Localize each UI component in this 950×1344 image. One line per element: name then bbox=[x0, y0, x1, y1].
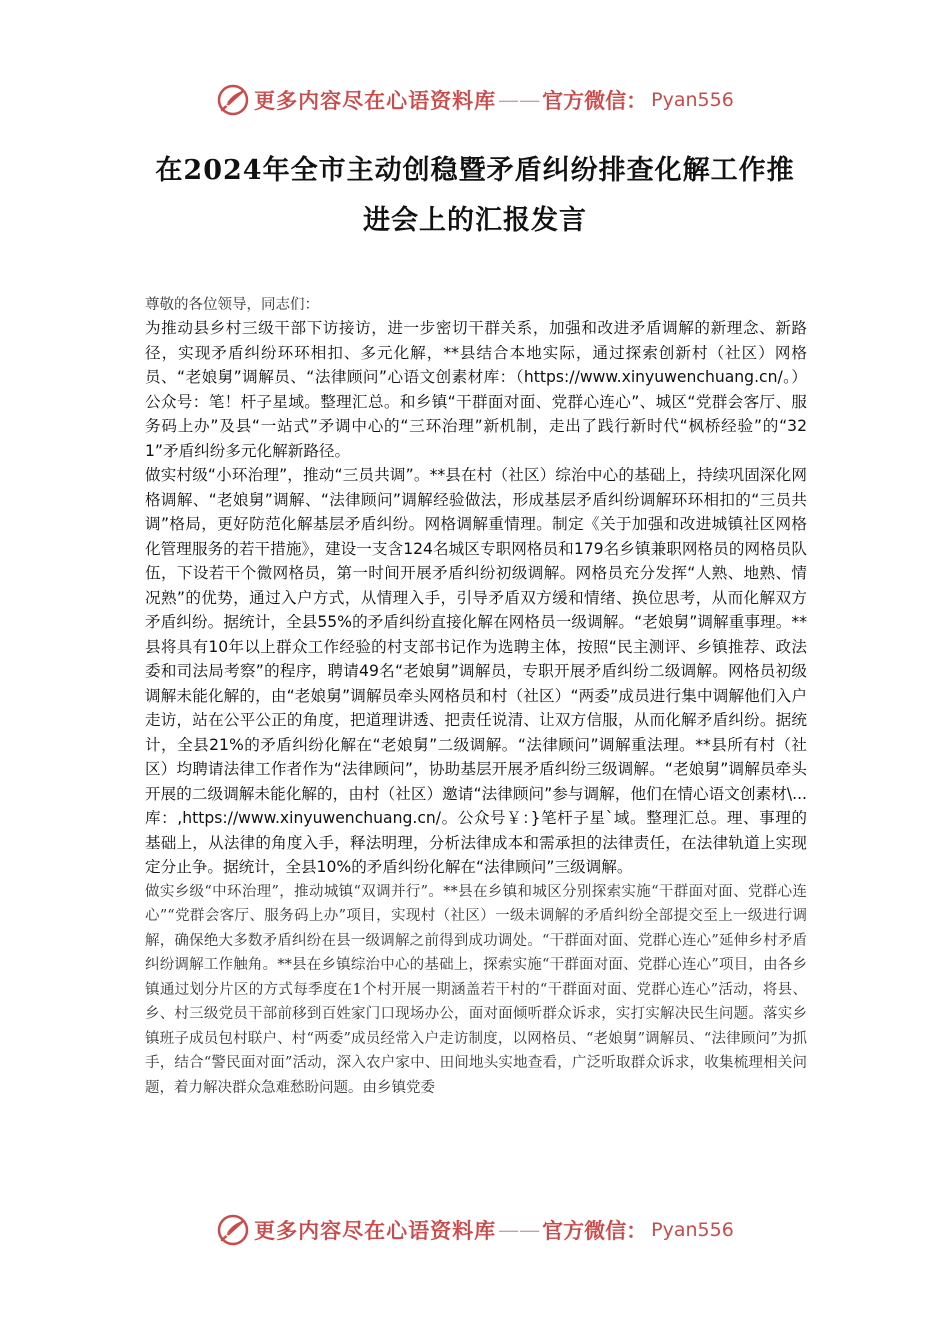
banner-separator: —— bbox=[498, 88, 541, 112]
banner-wechat-label: 官方微信： bbox=[542, 1218, 648, 1243]
banner-wechat-id: Pyan556 bbox=[651, 1219, 734, 1241]
banner-separator: —— bbox=[498, 1218, 541, 1242]
paragraph-village-level: 做实村级“小环治理”，推动“三员共调”。**县在村（社区）综治中心的基础上，持续巩固深化网格调解、“老娘舅”调解、“法律顾问”调解经验做法，形成基层矛盾纠纷调解环环相扣的“三员共调”格局，更好防范化解基层矛盾纠纷。网格调解重情理。制定《关于加强和改进城镇社区网格化管理服务的若干措施》，建设一支含124名城区专职网格员和179名乡镇兼职网格员的网格员队伍，下设若干个微网格员，第一时间开展矛盾纠纷初级调解。网格员充分发挥“人熟、地熟、情况熟”的优势，通过入户方式，从情理入手，引导矛盾双方缓和情绪、换位思考，从而化解双方矛盾纠纷。据统计，全县55%的矛盾纠纷直接化解在网格员一级调解。“老娘舅”调解重事理。**县将具有10年以上群众工作经验的村支部书记作为选聘主体，按照“民主测评、乡镇推荐、政法委和司法局考察”的程序，聘请49名“老娘舅”调解员，专职开展矛盾纠纷二级调解。网格员初级调解未能化解的，由“老娘舅”调解员牵头网格员和村（社区）“两委”成员进行集中调解他们入户走访，站在公平公正的角度，把道理讲透、把责任说清、让双方信服，从而化解矛盾纠纷。据统计，全县21%的矛盾纠纷化解在“老娘舅”二级调解。“法律顾问”调解重法理。**县所有村（社区）均聘请法律工作者作为“法律顾问”，协助基层开展矛盾纠纷三级调解。“老娘舅”调解员牵头开展的二级调解未能化解的，由村（社区）邀请“法律顾问”参与调解，他们在情心语文创素材\...库：,https://www.xinyuwenchuang.cn/。公众号￥：}笔杆子星`域。整理汇总。理、事理的基础上，从法律的角度入手，释法明理，分析法律成本和需承担的法律责任，在法律轨道上实现定分止争。据统计，全县10%的矛盾纠纷化解在“法律顾问”三级调解。 bbox=[145, 466, 807, 876]
banner-main-text: 更多内容尽在心语资料库 bbox=[254, 88, 497, 113]
quill-logo-icon bbox=[216, 1213, 250, 1247]
document-body bbox=[145, 294, 807, 1100]
document-title bbox=[118, 146, 832, 246]
header-watermark-banner bbox=[0, 80, 950, 120]
banner-main-text: 更多内容尽在心语资料库 bbox=[254, 1218, 497, 1243]
banner-wechat-id: Pyan556 bbox=[651, 89, 734, 111]
salutation: 尊敬的各位领导，同志们： bbox=[145, 297, 319, 313]
title-line-2: 进会上的汇报发言 bbox=[363, 205, 587, 236]
title-line-1: 在2024年全市主动创稳暨矛盾纠纷排查化解工作推 bbox=[155, 155, 795, 186]
banner-wechat-label: 官方微信： bbox=[542, 88, 648, 113]
quill-logo-icon bbox=[216, 83, 250, 117]
footer-watermark-banner bbox=[0, 1210, 950, 1250]
paragraph-township-level: 做实乡级“中环治理”，推动城镇“双调并行”。**县在乡镇和城区分别探索实施“干群面对面、党群心连心”“党群会客厅、服务码上办”项目，实现村（社区）一级未调解的矛盾纠纷全部提交至上一级进行调解，确保绝大多数矛盾纠纷在县一级调解之前得到成功调处。“干群面对面、党群心连心”延伸乡村矛盾纠纷调解工作触角。**县在乡镇综治中心的基础上，探索实施“干群面对面、党群心连心”项目，由各乡镇通过划分片区的方式每季度在1个村开展一期涵盖若干村的“干群面对面、党群心连心”活动，将县、乡、村三级党员干部前移到百姓家门口现场办公，面对面倾听群众诉求，实打实解决民生问题。落实乡镇班子成员包村联户、村“两委”成员经常入户走访制度，以网格员、“老娘舅”调解员、“法律顾问”为抓手，结合“警民面对面”活动，深入农户家中、田间地头实地查看，广泛听取群众诉求，收集梳理相关问题，着力解决群众急难愁盼问题。由乡镇党委 bbox=[145, 883, 807, 1096]
paragraph-intro: 为推动县乡村三级干部下访接访，进一步密切干群关系，加强和改进矛盾调解的新理念、新路径，实现矛盾纠纷环环相扣、多元化解，**县结合本地实际，通过探索创新村（社区）网格员、“老娘舅”调解员、“法律顾问”心语文创素材库：（https://www.xinyuwenchuang.cn/。）公众号：笔！杆子星域。整理汇总。和乡镇“干群面对面、党群心连心”、城区“党群会客厅、服务码上办”及县“一站式”矛调中心的“三环治理”新机制，走出了践行新时代“枫桥经验”的“321”矛盾纠纷多元化解新路径。 bbox=[145, 319, 807, 460]
